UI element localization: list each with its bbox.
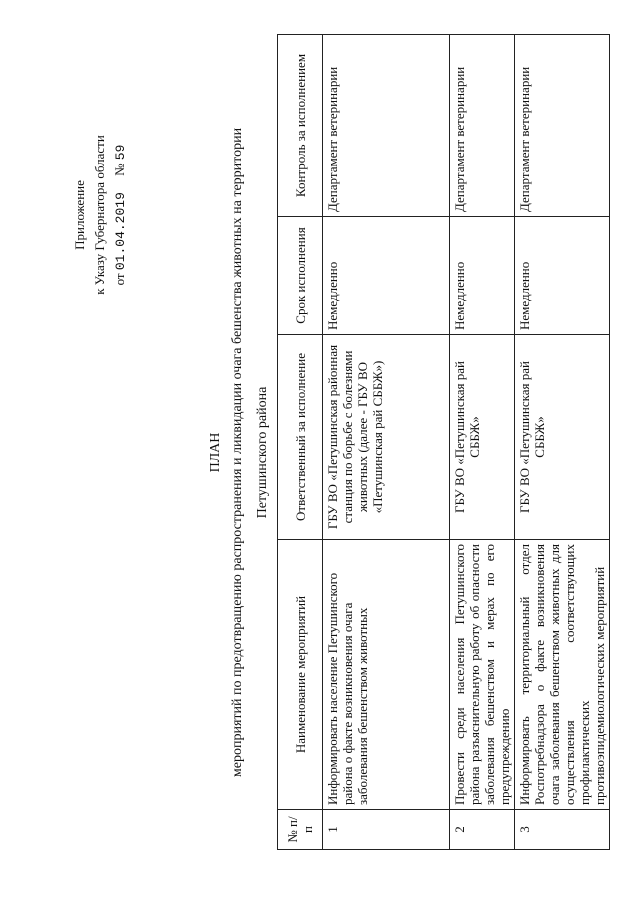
row-number: 3: [515, 810, 610, 850]
responsible-party: ГБУ ВО «Петушинская рай СББЖ»: [515, 335, 610, 540]
plan-district: Петушинского района: [255, 386, 270, 519]
column-header-num: № п/п: [278, 810, 323, 850]
column-header-name: Наименование мероприятий: [278, 540, 323, 810]
decree-date-line: [110, 55, 131, 375]
control-party: Департамент ветеринарии: [515, 35, 610, 217]
table-row: [450, 35, 515, 850]
table-row: [515, 35, 610, 850]
date-prefix: от: [112, 273, 127, 286]
plan-title: ПЛАН: [208, 432, 223, 473]
deadline: Немедленно: [323, 217, 450, 335]
measure-name: Информировать территориальный отдел Роспотребнадзора о факте возникновения очага заболевания бешенством животных для осуществления соответствующих профилактических противоэпидемиологических мероприятий: [515, 540, 610, 810]
column-header-deadline: Срок исполнения: [278, 217, 323, 335]
number-prefix: №: [112, 163, 127, 176]
measure-name: Информировать население Петушинского района о факте возникновения очага заболевания бешенством животных: [323, 540, 450, 810]
plan-subtitle: мероприятий по предотвращению распространения и ликвидации очага бешенства животных на территории: [230, 127, 245, 778]
column-header-control: Контроль за исполнением: [278, 35, 323, 217]
deadline: Немедленно: [450, 217, 515, 335]
decree-number: 59: [113, 144, 128, 161]
table-row: [323, 35, 450, 850]
row-number: 2: [450, 810, 515, 850]
appendix-header: [70, 55, 131, 375]
decree-reference: к Указу Губернатора области: [92, 135, 107, 295]
table-header-row: [278, 35, 323, 850]
control-party: Департамент ветеринарии: [450, 35, 515, 217]
control-party: Департамент ветеринарии: [323, 35, 450, 217]
measures-table: [277, 34, 610, 850]
column-header-responsible: Ответственный за исполнение: [278, 335, 323, 540]
appendix-label: Приложение: [72, 180, 87, 250]
measure-name: Провести среди населения Петушинского района разъяснительную работу об опасности заболевания бешенством и мерах по его предупреждению: [450, 540, 515, 810]
decree-date: 01.04.2019: [113, 192, 128, 271]
responsible-party: ГБУ ВО «Петушинская рай СББЖ»: [450, 335, 515, 540]
deadline: Немедленно: [515, 217, 610, 335]
responsible-party: ГБУ ВО «Петушинская районная станция по борьбе с болезнями животных (далее - ГБУ ВО «Петушинская рай СББЖ»): [323, 335, 450, 540]
row-number: 1: [323, 810, 450, 850]
